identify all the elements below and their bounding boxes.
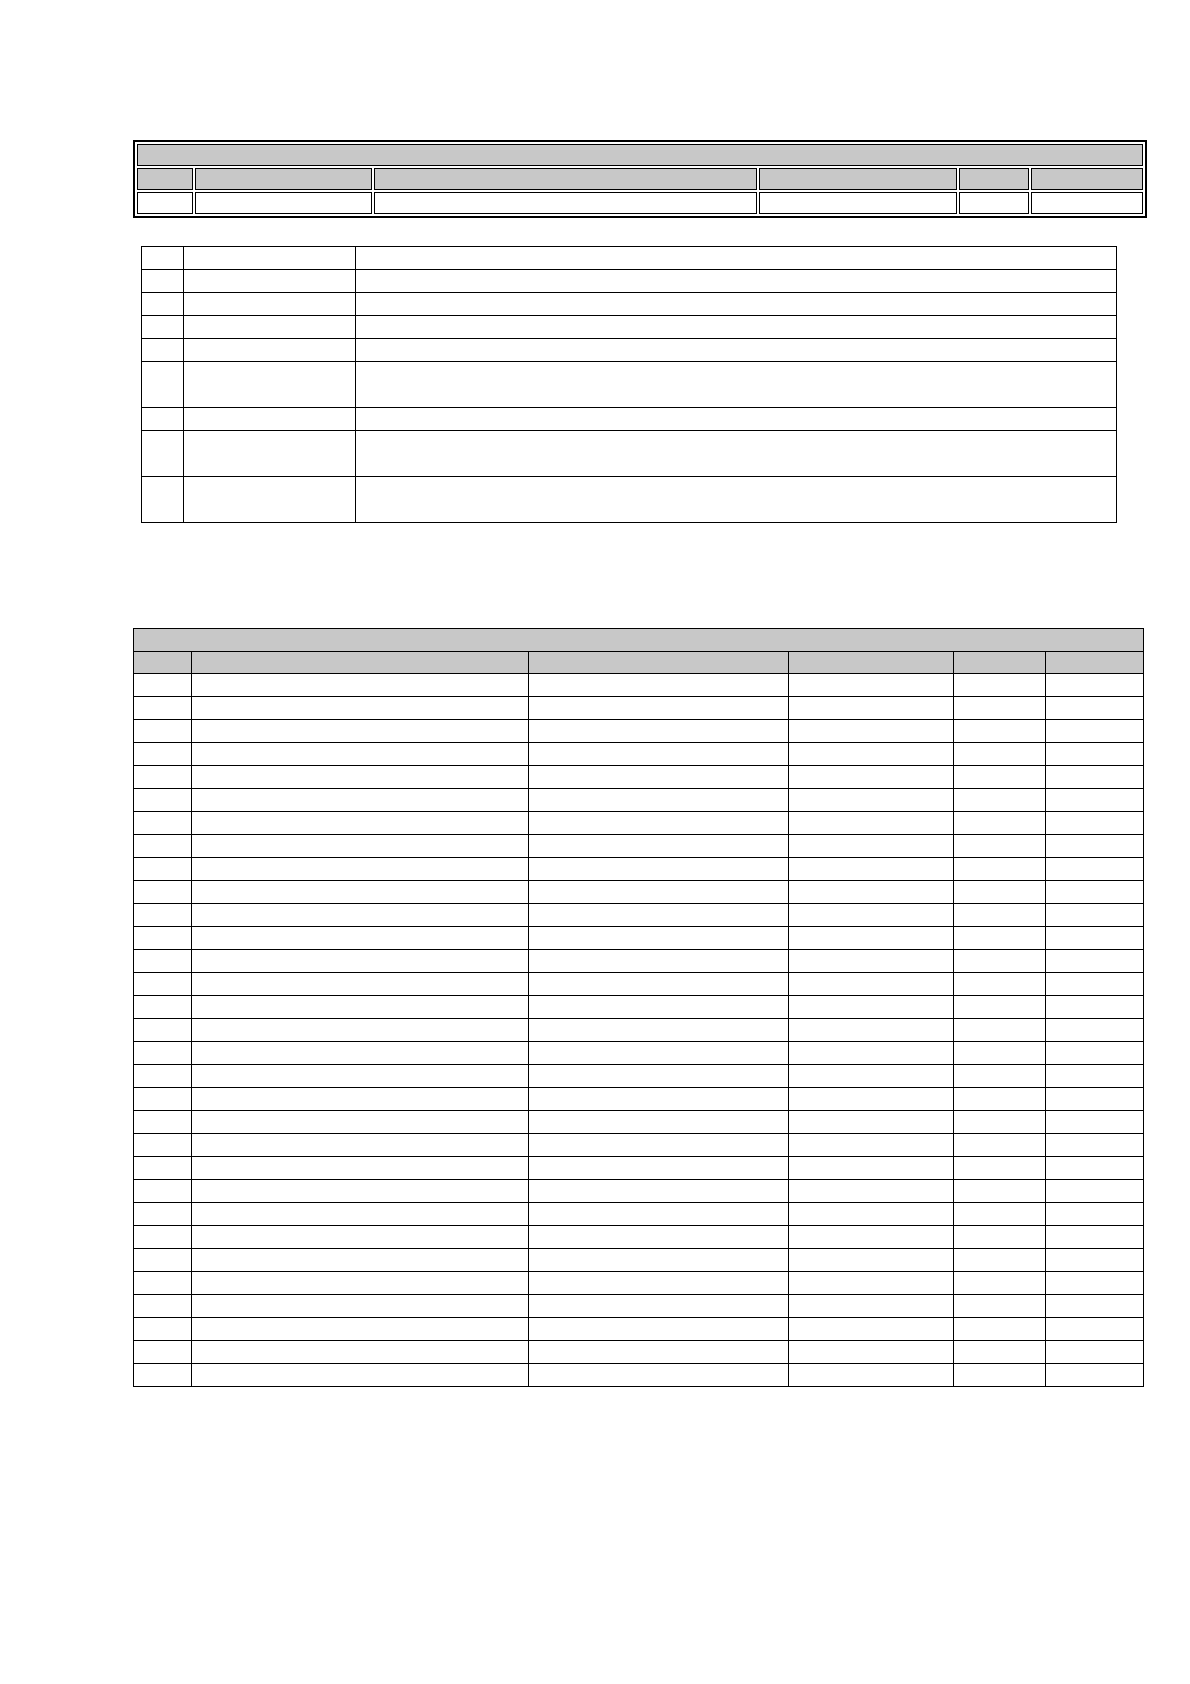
form-header-cell bbox=[759, 168, 957, 190]
info-value-cell[interactable] bbox=[356, 316, 1117, 339]
list-cell[interactable] bbox=[134, 1226, 192, 1249]
list-cell[interactable] bbox=[529, 835, 789, 858]
list-cell[interactable] bbox=[1046, 1111, 1144, 1134]
list-cell[interactable] bbox=[789, 697, 954, 720]
list-row bbox=[134, 1226, 1144, 1249]
list-cell[interactable] bbox=[134, 812, 192, 835]
list-cell[interactable] bbox=[192, 927, 529, 950]
list-cell[interactable] bbox=[1046, 904, 1144, 927]
list-cell[interactable] bbox=[954, 1318, 1046, 1341]
info-num-cell bbox=[142, 339, 184, 362]
list-cell[interactable] bbox=[529, 1065, 789, 1088]
list-cell[interactable] bbox=[134, 1272, 192, 1295]
form-header-row bbox=[137, 168, 1143, 190]
list-cell[interactable] bbox=[529, 950, 789, 973]
list-cell[interactable] bbox=[1046, 812, 1144, 835]
list-cell[interactable] bbox=[954, 1226, 1046, 1249]
list-cell[interactable] bbox=[192, 1364, 529, 1387]
list-cell[interactable] bbox=[954, 1249, 1046, 1272]
list-cell[interactable] bbox=[529, 1341, 789, 1364]
list-cell[interactable] bbox=[789, 904, 954, 927]
list-row bbox=[134, 835, 1144, 858]
list-cell[interactable] bbox=[529, 881, 789, 904]
list-header-cell bbox=[134, 652, 192, 674]
list-header-cell bbox=[529, 652, 789, 674]
list-cell[interactable] bbox=[134, 1295, 192, 1318]
list-cell[interactable] bbox=[192, 1272, 529, 1295]
list-cell[interactable] bbox=[789, 881, 954, 904]
list-cell[interactable] bbox=[529, 1180, 789, 1203]
list-cell[interactable] bbox=[529, 973, 789, 996]
list-cell[interactable] bbox=[789, 1180, 954, 1203]
list-table-body bbox=[134, 674, 1144, 1387]
list-cell[interactable] bbox=[529, 720, 789, 743]
list-cell[interactable] bbox=[134, 743, 192, 766]
info-label-cell bbox=[184, 270, 356, 293]
form-header-cell bbox=[195, 168, 372, 190]
list-cell[interactable] bbox=[529, 812, 789, 835]
list-cell[interactable] bbox=[1046, 858, 1144, 881]
list-cell[interactable] bbox=[789, 1203, 954, 1226]
list-row bbox=[134, 674, 1144, 697]
list-cell[interactable] bbox=[529, 1226, 789, 1249]
list-cell[interactable] bbox=[789, 1226, 954, 1249]
list-row bbox=[134, 996, 1144, 1019]
list-cell[interactable] bbox=[192, 697, 529, 720]
list-cell[interactable] bbox=[134, 904, 192, 927]
list-cell[interactable] bbox=[1046, 1180, 1144, 1203]
list-cell[interactable] bbox=[134, 697, 192, 720]
info-value-cell[interactable] bbox=[356, 270, 1117, 293]
info-row bbox=[142, 293, 1117, 316]
list-cell[interactable] bbox=[529, 1272, 789, 1295]
list-cell[interactable] bbox=[954, 904, 1046, 927]
info-value-cell[interactable] bbox=[356, 362, 1117, 408]
list-row bbox=[134, 1111, 1144, 1134]
list-row bbox=[134, 766, 1144, 789]
list-cell[interactable] bbox=[529, 674, 789, 697]
info-value-cell[interactable] bbox=[356, 408, 1117, 431]
list-row bbox=[134, 1203, 1144, 1226]
list-cell[interactable] bbox=[789, 927, 954, 950]
list-header-cell bbox=[789, 652, 954, 674]
list-cell[interactable] bbox=[789, 996, 954, 1019]
list-cell[interactable] bbox=[134, 858, 192, 881]
form-header-cell bbox=[137, 168, 193, 190]
list-cell[interactable] bbox=[192, 904, 529, 927]
list-row bbox=[134, 1065, 1144, 1088]
list-cell[interactable] bbox=[134, 835, 192, 858]
list-cell[interactable] bbox=[1046, 1019, 1144, 1042]
list-cell[interactable] bbox=[954, 858, 1046, 881]
list-cell[interactable] bbox=[192, 835, 529, 858]
list-cell[interactable] bbox=[789, 1111, 954, 1134]
list-cell[interactable] bbox=[134, 674, 192, 697]
list-cell[interactable] bbox=[954, 1019, 1046, 1042]
list-cell[interactable] bbox=[789, 950, 954, 973]
list-row bbox=[134, 881, 1144, 904]
list-cell[interactable] bbox=[134, 1364, 192, 1387]
info-label-cell bbox=[184, 477, 356, 523]
form-value-cell[interactable] bbox=[959, 192, 1029, 214]
list-cell[interactable] bbox=[1046, 1341, 1144, 1364]
list-cell[interactable] bbox=[529, 697, 789, 720]
info-row bbox=[142, 477, 1117, 523]
list-cell[interactable] bbox=[1046, 789, 1144, 812]
list-cell[interactable] bbox=[954, 1203, 1046, 1226]
list-cell[interactable] bbox=[1046, 1295, 1144, 1318]
list-row bbox=[134, 1042, 1144, 1065]
form-value-cell[interactable] bbox=[137, 192, 193, 214]
list-header-cell bbox=[1046, 652, 1144, 674]
form-value-row bbox=[137, 192, 1143, 214]
info-label-cell bbox=[184, 293, 356, 316]
list-cell[interactable] bbox=[134, 789, 192, 812]
list-cell[interactable] bbox=[192, 1180, 529, 1203]
list-cell[interactable] bbox=[789, 743, 954, 766]
list-row bbox=[134, 1364, 1144, 1387]
list-cell[interactable] bbox=[1046, 881, 1144, 904]
list-cell[interactable] bbox=[192, 1157, 529, 1180]
list-cell[interactable] bbox=[192, 1341, 529, 1364]
list-cell[interactable] bbox=[192, 720, 529, 743]
list-cell[interactable] bbox=[789, 973, 954, 996]
list-cell[interactable] bbox=[192, 1065, 529, 1088]
list-cell[interactable] bbox=[192, 858, 529, 881]
list-cell[interactable] bbox=[529, 1134, 789, 1157]
list-cell[interactable] bbox=[1046, 697, 1144, 720]
list-cell[interactable] bbox=[954, 973, 1046, 996]
list-cell[interactable] bbox=[192, 1088, 529, 1111]
form-header-cell bbox=[1031, 168, 1143, 190]
list-cell[interactable] bbox=[134, 766, 192, 789]
list-cell[interactable] bbox=[134, 996, 192, 1019]
list-cell[interactable] bbox=[529, 789, 789, 812]
list-cell[interactable] bbox=[789, 1318, 954, 1341]
info-num-cell bbox=[142, 270, 184, 293]
list-cell[interactable] bbox=[134, 1042, 192, 1065]
list-cell[interactable] bbox=[192, 766, 529, 789]
list-cell[interactable] bbox=[134, 1065, 192, 1088]
list-cell[interactable] bbox=[192, 1042, 529, 1065]
list-cell[interactable] bbox=[529, 1318, 789, 1341]
list-cell[interactable] bbox=[1046, 743, 1144, 766]
list-row bbox=[134, 973, 1144, 996]
form-value-cell[interactable] bbox=[374, 192, 757, 214]
list-cell[interactable] bbox=[192, 996, 529, 1019]
list-row bbox=[134, 1295, 1144, 1318]
list-cell[interactable] bbox=[954, 1341, 1046, 1364]
info-table-body bbox=[142, 247, 1117, 523]
list-cell[interactable] bbox=[192, 674, 529, 697]
info-value-cell[interactable] bbox=[356, 431, 1117, 477]
form-table bbox=[133, 140, 1147, 218]
list-header-row bbox=[134, 652, 1144, 674]
list-cell[interactable] bbox=[192, 1134, 529, 1157]
list-cell[interactable] bbox=[1046, 1272, 1144, 1295]
list-row bbox=[134, 950, 1144, 973]
list-cell[interactable] bbox=[1046, 996, 1144, 1019]
list-cell[interactable] bbox=[954, 1272, 1046, 1295]
list-cell[interactable] bbox=[1046, 1203, 1144, 1226]
list-cell[interactable] bbox=[192, 1295, 529, 1318]
list-cell[interactable] bbox=[1046, 674, 1144, 697]
list-row bbox=[134, 1249, 1144, 1272]
list-cell[interactable] bbox=[1046, 766, 1144, 789]
list-cell[interactable] bbox=[192, 1249, 529, 1272]
info-num-cell bbox=[142, 316, 184, 339]
info-label-cell bbox=[184, 247, 356, 270]
list-row bbox=[134, 1157, 1144, 1180]
list-cell[interactable] bbox=[789, 858, 954, 881]
list-cell[interactable] bbox=[789, 766, 954, 789]
list-cell[interactable] bbox=[789, 1134, 954, 1157]
list-cell[interactable] bbox=[789, 789, 954, 812]
list-cell[interactable] bbox=[529, 1019, 789, 1042]
list-row bbox=[134, 927, 1144, 950]
list-cell[interactable] bbox=[1046, 1042, 1144, 1065]
list-cell[interactable] bbox=[529, 1157, 789, 1180]
list-cell[interactable] bbox=[789, 1088, 954, 1111]
list-cell[interactable] bbox=[134, 1341, 192, 1364]
list-cell[interactable] bbox=[529, 743, 789, 766]
list-cell[interactable] bbox=[134, 973, 192, 996]
list-cell[interactable] bbox=[1046, 1157, 1144, 1180]
list-title bbox=[134, 629, 1144, 652]
list-cell[interactable] bbox=[954, 766, 1046, 789]
list-cell[interactable] bbox=[954, 1111, 1046, 1134]
list-cell[interactable] bbox=[134, 1318, 192, 1341]
list-cell[interactable] bbox=[789, 835, 954, 858]
list-cell[interactable] bbox=[954, 927, 1046, 950]
info-value-cell[interactable] bbox=[356, 477, 1117, 523]
list-cell[interactable] bbox=[954, 835, 1046, 858]
list-cell[interactable] bbox=[134, 881, 192, 904]
list-cell[interactable] bbox=[954, 674, 1046, 697]
info-num-cell bbox=[142, 477, 184, 523]
info-row bbox=[142, 270, 1117, 293]
list-row bbox=[134, 904, 1144, 927]
info-row bbox=[142, 316, 1117, 339]
info-table bbox=[141, 246, 1117, 523]
list-cell[interactable] bbox=[134, 1088, 192, 1111]
list-row bbox=[134, 1180, 1144, 1203]
form-title-bar bbox=[137, 144, 1143, 166]
list-cell[interactable] bbox=[192, 973, 529, 996]
info-row bbox=[142, 431, 1117, 477]
form-value-cell[interactable] bbox=[195, 192, 372, 214]
list-cell[interactable] bbox=[529, 1295, 789, 1318]
list-cell[interactable] bbox=[1046, 1088, 1144, 1111]
list-cell[interactable] bbox=[1046, 1226, 1144, 1249]
list-cell[interactable] bbox=[529, 1249, 789, 1272]
list-cell[interactable] bbox=[789, 1249, 954, 1272]
list-cell[interactable] bbox=[789, 720, 954, 743]
info-label-cell bbox=[184, 316, 356, 339]
list-cell[interactable] bbox=[789, 1019, 954, 1042]
list-cell[interactable] bbox=[789, 1341, 954, 1364]
list-cell[interactable] bbox=[134, 720, 192, 743]
info-num-cell bbox=[142, 247, 184, 270]
list-cell[interactable] bbox=[134, 1019, 192, 1042]
list-cell[interactable] bbox=[134, 1203, 192, 1226]
list-title-bar bbox=[134, 629, 1144, 652]
list-cell[interactable] bbox=[1046, 1134, 1144, 1157]
list-cell[interactable] bbox=[954, 1157, 1046, 1180]
list-row bbox=[134, 1272, 1144, 1295]
list-cell[interactable] bbox=[192, 743, 529, 766]
list-row bbox=[134, 858, 1144, 881]
list-cell[interactable] bbox=[529, 858, 789, 881]
list-cell[interactable] bbox=[134, 1157, 192, 1180]
info-label-cell bbox=[184, 408, 356, 431]
list-cell[interactable] bbox=[529, 927, 789, 950]
list-row bbox=[134, 1341, 1144, 1364]
list-row bbox=[134, 812, 1144, 835]
list-cell[interactable] bbox=[1046, 1318, 1144, 1341]
list-cell[interactable] bbox=[954, 996, 1046, 1019]
info-value-cell[interactable] bbox=[356, 339, 1117, 362]
list-cell[interactable] bbox=[529, 1111, 789, 1134]
info-row bbox=[142, 408, 1117, 431]
list-cell[interactable] bbox=[1046, 1065, 1144, 1088]
list-cell[interactable] bbox=[789, 1364, 954, 1387]
list-cell[interactable] bbox=[529, 1088, 789, 1111]
list-header-cell bbox=[192, 652, 529, 674]
form-value-cell[interactable] bbox=[759, 192, 957, 214]
info-label-cell bbox=[184, 362, 356, 408]
list-cell[interactable] bbox=[192, 1111, 529, 1134]
list-cell[interactable] bbox=[954, 789, 1046, 812]
list-cell[interactable] bbox=[134, 1134, 192, 1157]
list-cell[interactable] bbox=[192, 1318, 529, 1341]
list-cell[interactable] bbox=[192, 950, 529, 973]
list-cell[interactable] bbox=[954, 812, 1046, 835]
form-title bbox=[137, 144, 1143, 166]
list-cell[interactable] bbox=[954, 1134, 1046, 1157]
list-cell[interactable] bbox=[954, 1180, 1046, 1203]
list-cell[interactable] bbox=[789, 1065, 954, 1088]
list-row bbox=[134, 789, 1144, 812]
list-row bbox=[134, 1088, 1144, 1111]
list-cell[interactable] bbox=[1046, 1249, 1144, 1272]
info-label-cell bbox=[184, 339, 356, 362]
list-cell[interactable] bbox=[789, 1272, 954, 1295]
form-header-cell bbox=[959, 168, 1029, 190]
list-cell[interactable] bbox=[954, 1088, 1046, 1111]
list-cell[interactable] bbox=[192, 1226, 529, 1249]
list-row bbox=[134, 743, 1144, 766]
list-cell[interactable] bbox=[192, 1019, 529, 1042]
info-value-cell[interactable] bbox=[356, 293, 1117, 316]
list-cell[interactable] bbox=[134, 1180, 192, 1203]
list-cell[interactable] bbox=[1046, 1364, 1144, 1387]
list-cell[interactable] bbox=[134, 1249, 192, 1272]
list-cell[interactable] bbox=[192, 1203, 529, 1226]
info-num-cell bbox=[142, 408, 184, 431]
list-cell[interactable] bbox=[1046, 950, 1144, 973]
info-num-cell bbox=[142, 293, 184, 316]
list-cell[interactable] bbox=[529, 1042, 789, 1065]
info-num-cell bbox=[142, 431, 184, 477]
list-cell[interactable] bbox=[529, 1364, 789, 1387]
list-cell[interactable] bbox=[789, 1295, 954, 1318]
list-cell[interactable] bbox=[1046, 973, 1144, 996]
list-table bbox=[133, 628, 1144, 1387]
list-cell[interactable] bbox=[529, 904, 789, 927]
list-cell[interactable] bbox=[529, 766, 789, 789]
list-cell[interactable] bbox=[1046, 927, 1144, 950]
form-header-cell bbox=[374, 168, 757, 190]
list-cell[interactable] bbox=[954, 1295, 1046, 1318]
list-cell[interactable] bbox=[789, 812, 954, 835]
list-cell[interactable] bbox=[954, 743, 1046, 766]
info-value-cell[interactable] bbox=[356, 247, 1117, 270]
list-cell[interactable] bbox=[192, 789, 529, 812]
form-value-cell[interactable] bbox=[1031, 192, 1143, 214]
list-cell[interactable] bbox=[134, 950, 192, 973]
list-cell[interactable] bbox=[954, 1065, 1046, 1088]
list-cell[interactable] bbox=[1046, 720, 1144, 743]
list-cell[interactable] bbox=[789, 1042, 954, 1065]
list-row bbox=[134, 1134, 1144, 1157]
list-cell[interactable] bbox=[954, 881, 1046, 904]
list-cell[interactable] bbox=[954, 1364, 1046, 1387]
list-cell[interactable] bbox=[954, 950, 1046, 973]
list-cell[interactable] bbox=[134, 1111, 192, 1134]
list-cell[interactable] bbox=[954, 697, 1046, 720]
list-cell[interactable] bbox=[529, 996, 789, 1019]
list-header-cell bbox=[954, 652, 1046, 674]
list-cell[interactable] bbox=[134, 927, 192, 950]
list-row bbox=[134, 720, 1144, 743]
list-cell[interactable] bbox=[192, 812, 529, 835]
info-num-cell bbox=[142, 362, 184, 408]
list-cell[interactable] bbox=[789, 674, 954, 697]
info-row bbox=[142, 339, 1117, 362]
info-label-cell bbox=[184, 431, 356, 477]
list-row bbox=[134, 697, 1144, 720]
list-row bbox=[134, 1019, 1144, 1042]
list-cell[interactable] bbox=[529, 1203, 789, 1226]
list-cell[interactable] bbox=[789, 1157, 954, 1180]
list-cell[interactable] bbox=[954, 720, 1046, 743]
list-cell[interactable] bbox=[954, 1042, 1046, 1065]
info-row bbox=[142, 362, 1117, 408]
info-row bbox=[142, 247, 1117, 270]
list-row bbox=[134, 1318, 1144, 1341]
list-cell[interactable] bbox=[1046, 835, 1144, 858]
list-cell[interactable] bbox=[192, 881, 529, 904]
